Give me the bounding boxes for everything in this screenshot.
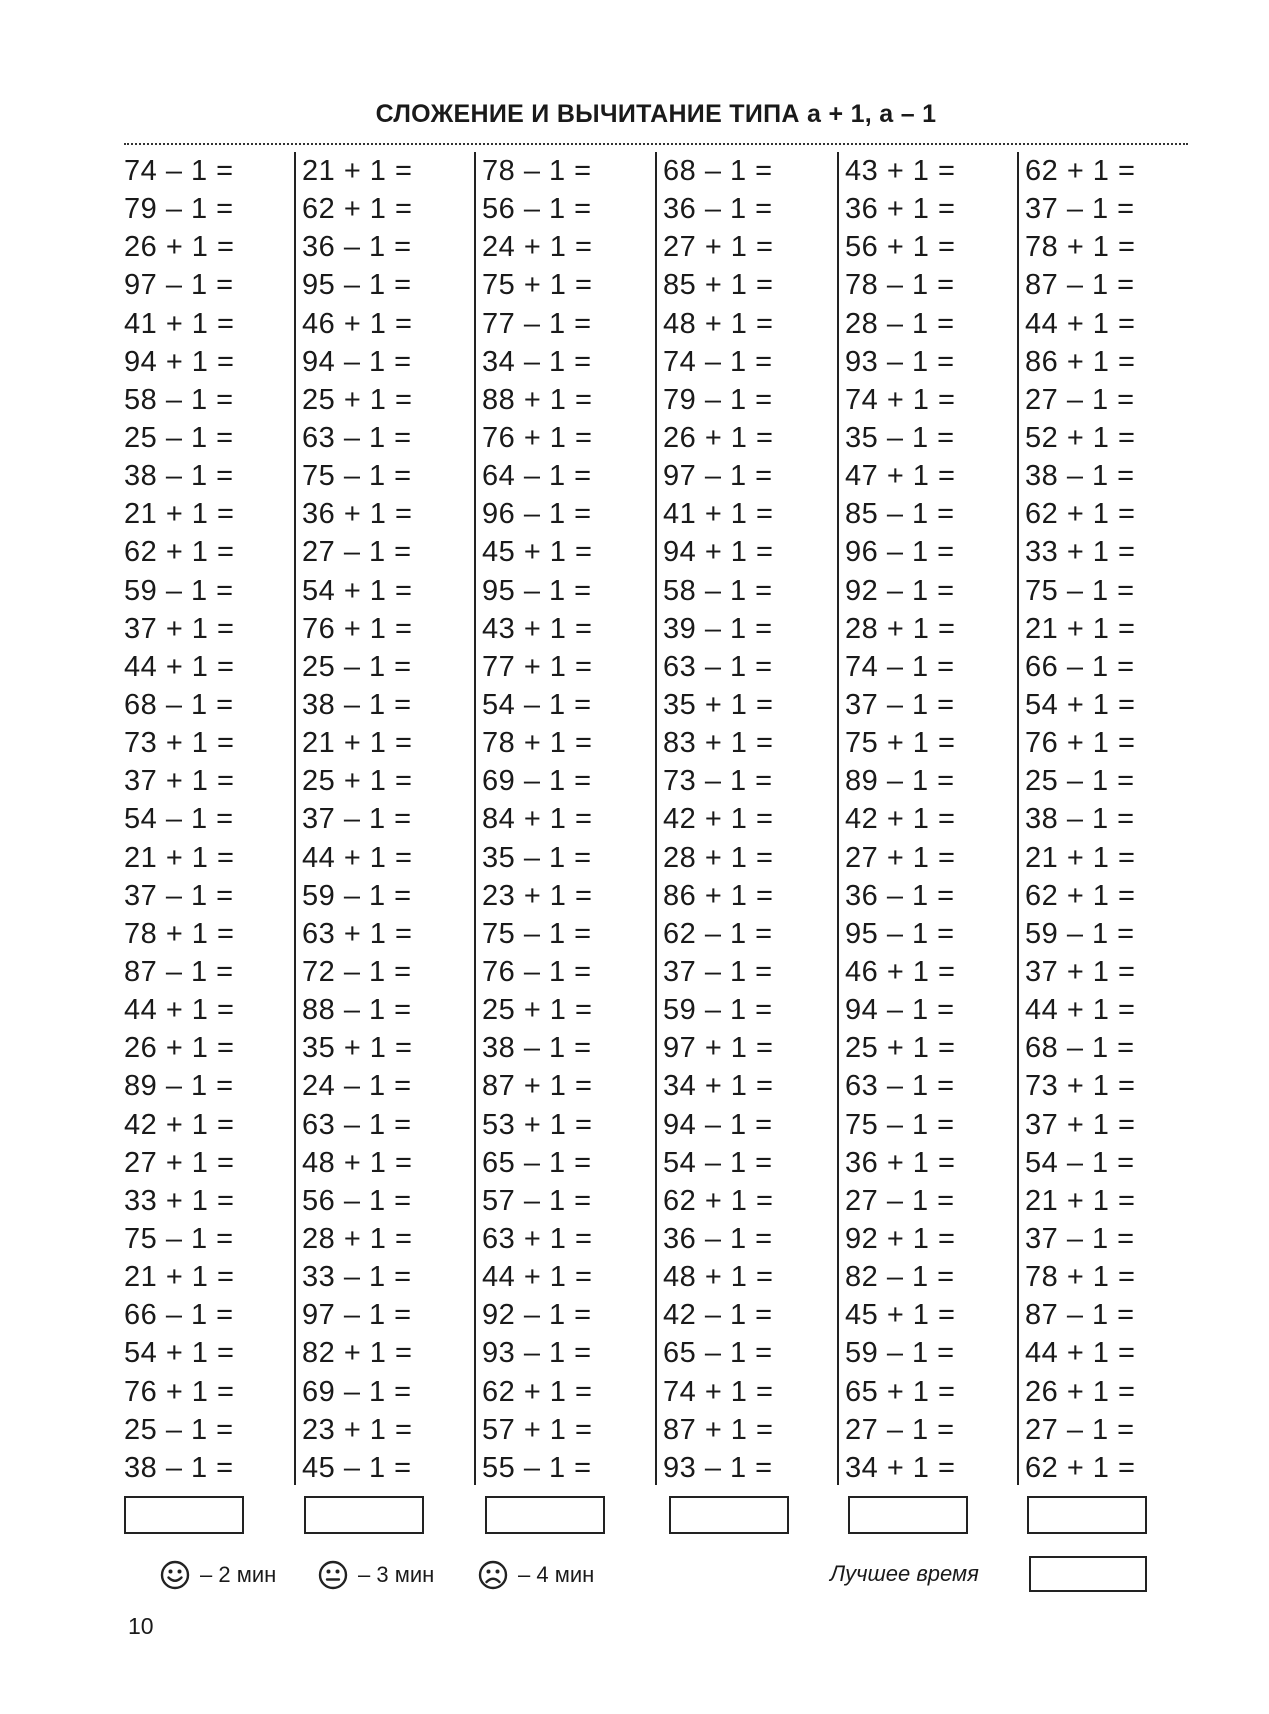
problem-item: 95 – 1 = bbox=[302, 269, 412, 302]
problem-item: 87 + 1 = bbox=[482, 1070, 593, 1103]
problem-item: 76 + 1 = bbox=[124, 1375, 235, 1408]
legend-text: – 3 мин bbox=[358, 1562, 435, 1587]
problem-item: 45 + 1 = bbox=[482, 536, 593, 569]
problem-item: 52 + 1 = bbox=[1025, 421, 1136, 454]
problem-item: 25 – 1 = bbox=[1025, 765, 1135, 798]
problem-item: 75 – 1 = bbox=[124, 1222, 234, 1255]
problem-item: 75 – 1 = bbox=[482, 917, 592, 950]
problem-item: 55 – 1 = bbox=[482, 1451, 592, 1484]
problem-item: 62 + 1 = bbox=[1025, 879, 1136, 912]
problem-item: 42 + 1 = bbox=[845, 803, 956, 836]
problem-item: 21 + 1 = bbox=[124, 1261, 235, 1294]
problem-item: 36 – 1 = bbox=[663, 193, 773, 226]
problem-item: 78 + 1 = bbox=[1025, 1261, 1136, 1294]
answer-box-3[interactable] bbox=[485, 1496, 605, 1534]
problem-item: 41 + 1 = bbox=[124, 307, 235, 340]
problem-item: 34 + 1 = bbox=[845, 1451, 956, 1484]
problem-item: 75 – 1 = bbox=[302, 460, 412, 493]
problem-item: 78 – 1 = bbox=[482, 155, 592, 187]
problem-item: 37 – 1 = bbox=[663, 955, 773, 988]
problem-item: 86 + 1 = bbox=[1025, 345, 1136, 378]
problem-item: 37 + 1 = bbox=[1025, 1108, 1136, 1141]
legend-text: – 2 мин bbox=[200, 1562, 277, 1587]
problem-item: 76 + 1 = bbox=[1025, 727, 1136, 760]
problem-item: 27 + 1 = bbox=[124, 1146, 235, 1179]
answer-box-2[interactable] bbox=[304, 1496, 424, 1534]
problem-item: 42 + 1 = bbox=[124, 1108, 235, 1141]
problem-item: 76 + 1 = bbox=[482, 421, 593, 454]
problem-item: 44 + 1 = bbox=[482, 1261, 593, 1294]
problem-item: 97 – 1 = bbox=[124, 269, 234, 302]
problem-column-3 bbox=[474, 152, 656, 1485]
problem-item: 35 – 1 = bbox=[482, 841, 592, 874]
problem-item: 62 + 1 = bbox=[302, 193, 413, 226]
problem-item: 62 + 1 = bbox=[1025, 498, 1136, 531]
problem-item: 36 – 1 = bbox=[663, 1222, 773, 1255]
problem-item: 87 – 1 = bbox=[124, 955, 234, 988]
problem-item: 42 – 1 = bbox=[663, 1299, 773, 1332]
problem-item: 36 + 1 = bbox=[845, 193, 956, 226]
problem-item: 28 + 1 = bbox=[663, 841, 774, 874]
problem-item: 96 – 1 = bbox=[845, 536, 955, 569]
problem-item: 96 – 1 = bbox=[482, 498, 592, 531]
problem-item: 77 + 1 = bbox=[482, 650, 593, 683]
problem-item: 47 + 1 = bbox=[845, 460, 956, 493]
problem-item: 56 + 1 = bbox=[845, 231, 956, 264]
problem-item: 54 – 1 = bbox=[482, 688, 592, 721]
problem-item: 25 + 1 = bbox=[482, 994, 593, 1027]
problem-item: 82 + 1 = bbox=[302, 1337, 413, 1370]
problem-item: 45 + 1 = bbox=[845, 1299, 956, 1332]
problem-item: 25 + 1 = bbox=[302, 765, 413, 798]
problem-item: 37 – 1 = bbox=[1025, 193, 1135, 226]
problem-item: 62 + 1 = bbox=[1025, 1451, 1136, 1484]
problem-item: 37 + 1 = bbox=[124, 765, 235, 798]
problem-item: 36 – 1 = bbox=[302, 231, 412, 264]
problem-item: 87 – 1 = bbox=[1025, 269, 1135, 302]
problem-item: 58 – 1 = bbox=[663, 574, 773, 607]
problem-item: 79 – 1 = bbox=[663, 383, 773, 416]
problem-item: 63 + 1 = bbox=[482, 1222, 593, 1255]
problem-column-4 bbox=[655, 152, 837, 1485]
problem-item: 33 – 1 = bbox=[302, 1261, 412, 1294]
problem-item: 62 + 1 = bbox=[124, 536, 235, 569]
problem-item: 73 – 1 = bbox=[663, 765, 773, 798]
answer-box-5[interactable] bbox=[848, 1496, 968, 1534]
problem-item: 26 + 1 = bbox=[124, 1032, 235, 1065]
problem-item: 84 + 1 = bbox=[482, 803, 593, 836]
problem-item: 62 + 1 = bbox=[663, 1184, 774, 1217]
problem-item: 92 – 1 = bbox=[845, 574, 955, 607]
problem-item: 65 + 1 = bbox=[845, 1375, 956, 1408]
problem-item: 21 + 1 = bbox=[1025, 612, 1136, 645]
page-number: 10 bbox=[128, 1613, 154, 1639]
problem-item: 92 – 1 = bbox=[482, 1299, 592, 1332]
problem-item: 94 + 1 = bbox=[663, 536, 774, 569]
problem-item: 33 + 1 = bbox=[1025, 536, 1136, 569]
page-title: СЛОЖЕНИЕ И ВЫЧИТАНИЕ ТИПА a + 1, a – 1 bbox=[375, 100, 937, 128]
problem-item: 28 + 1 = bbox=[845, 612, 956, 645]
problem-item: 43 + 1 = bbox=[482, 612, 593, 645]
problem-item: 57 + 1 = bbox=[482, 1413, 593, 1446]
problem-item: 54 + 1 = bbox=[1025, 688, 1136, 721]
problem-item: 57 – 1 = bbox=[482, 1184, 592, 1217]
problem-item: 35 + 1 = bbox=[302, 1032, 413, 1065]
problem-item: 75 – 1 = bbox=[1025, 574, 1135, 607]
problem-item: 69 – 1 = bbox=[302, 1375, 412, 1408]
answer-box-6[interactable] bbox=[1027, 1496, 1147, 1534]
problem-item: 75 + 1 = bbox=[482, 269, 593, 302]
problem-item: 68 – 1 = bbox=[1025, 1032, 1135, 1065]
problem-item: 78 + 1 = bbox=[1025, 231, 1136, 264]
answer-box-4[interactable] bbox=[669, 1496, 789, 1534]
problem-grid bbox=[124, 152, 1188, 1485]
problem-item: 94 – 1 = bbox=[845, 994, 955, 1027]
problem-item: 54 + 1 = bbox=[302, 574, 413, 607]
problem-item: 35 – 1 = bbox=[845, 421, 955, 454]
problem-item: 24 – 1 = bbox=[302, 1070, 412, 1103]
problem-item: 85 – 1 = bbox=[845, 498, 955, 531]
answer-box-1[interactable] bbox=[124, 1496, 244, 1534]
problem-item: 87 + 1 = bbox=[663, 1413, 774, 1446]
problem-item: 66 – 1 = bbox=[124, 1299, 234, 1332]
problem-item: 66 – 1 = bbox=[1025, 650, 1135, 683]
problem-item: 88 + 1 = bbox=[482, 383, 593, 416]
best-time-box[interactable] bbox=[1029, 1556, 1147, 1592]
problem-item: 25 – 1 = bbox=[124, 1413, 234, 1446]
problem-item: 62 + 1 = bbox=[1025, 155, 1136, 187]
problem-item: 54 + 1 = bbox=[124, 1337, 235, 1370]
problem-item: 78 – 1 = bbox=[845, 269, 955, 302]
problem-item: 72 – 1 = bbox=[302, 955, 412, 988]
problem-item: 21 + 1 = bbox=[124, 841, 235, 874]
problem-item: 76 + 1 = bbox=[302, 612, 413, 645]
best-time-label: Лучшее время bbox=[830, 1561, 979, 1586]
problem-item: 26 + 1 = bbox=[663, 421, 774, 454]
sad-face-icon bbox=[478, 1560, 508, 1590]
problem-item: 44 + 1 = bbox=[302, 841, 413, 874]
problem-item: 59 – 1 = bbox=[663, 994, 773, 1027]
problem-item: 76 – 1 = bbox=[482, 955, 592, 988]
problem-item: 73 + 1 = bbox=[1025, 1070, 1136, 1103]
problem-column-2 bbox=[294, 152, 476, 1485]
problem-item: 78 + 1 = bbox=[482, 727, 593, 760]
problem-item: 74 – 1 = bbox=[124, 155, 234, 187]
problem-item: 43 + 1 = bbox=[845, 155, 956, 187]
problem-item: 64 – 1 = bbox=[482, 460, 592, 493]
problem-item: 25 – 1 = bbox=[302, 650, 412, 683]
problem-item: 46 + 1 = bbox=[845, 955, 956, 988]
problem-item: 44 + 1 = bbox=[124, 994, 235, 1027]
problem-item: 27 – 1 = bbox=[845, 1413, 955, 1446]
problem-item: 38 – 1 = bbox=[302, 688, 412, 721]
problem-item: 34 – 1 = bbox=[482, 345, 592, 378]
problem-item: 42 + 1 = bbox=[663, 803, 774, 836]
problem-item: 26 + 1 = bbox=[124, 231, 235, 264]
problem-item: 23 + 1 = bbox=[302, 1413, 413, 1446]
legend-item-3-min bbox=[318, 1555, 434, 1595]
problem-item: 89 – 1 = bbox=[124, 1070, 234, 1103]
problem-item: 37 – 1 = bbox=[1025, 1222, 1135, 1255]
problem-item: 78 + 1 = bbox=[124, 917, 235, 950]
problem-item: 93 – 1 = bbox=[482, 1337, 592, 1370]
problem-item: 87 – 1 = bbox=[1025, 1299, 1135, 1332]
problem-column-5 bbox=[837, 152, 1019, 1485]
problem-item: 25 + 1 = bbox=[845, 1032, 956, 1065]
problem-item: 48 + 1 = bbox=[663, 1261, 774, 1294]
problem-item: 59 – 1 = bbox=[302, 879, 412, 912]
problem-item: 74 – 1 = bbox=[845, 650, 955, 683]
problem-item: 82 – 1 = bbox=[845, 1261, 955, 1294]
problem-column-1 bbox=[124, 152, 304, 1487]
problem-item: 34 + 1 = bbox=[663, 1070, 774, 1103]
problem-item: 59 – 1 = bbox=[1025, 917, 1135, 950]
problem-item: 63 – 1 = bbox=[302, 421, 412, 454]
problem-item: 97 – 1 = bbox=[302, 1299, 412, 1332]
problem-item: 69 – 1 = bbox=[482, 765, 592, 798]
problem-item: 27 + 1 = bbox=[663, 231, 774, 264]
problem-item: 94 – 1 = bbox=[663, 1108, 773, 1141]
problem-item: 38 – 1 = bbox=[482, 1032, 592, 1065]
problem-item: 68 – 1 = bbox=[124, 688, 234, 721]
problem-item: 26 + 1 = bbox=[1025, 1375, 1136, 1408]
problem-item: 37 + 1 = bbox=[124, 612, 235, 645]
problem-item: 93 – 1 = bbox=[845, 345, 955, 378]
problem-item: 38 – 1 = bbox=[1025, 460, 1135, 493]
problem-item: 35 + 1 = bbox=[663, 688, 774, 721]
problem-item: 97 + 1 = bbox=[663, 1032, 774, 1065]
problem-column-6 bbox=[1017, 152, 1199, 1485]
problem-item: 54 – 1 = bbox=[663, 1146, 773, 1179]
legend-item-2-min bbox=[160, 1555, 276, 1595]
problem-item: 62 + 1 = bbox=[482, 1375, 593, 1408]
problem-item: 56 – 1 = bbox=[302, 1184, 412, 1217]
problem-item: 38 – 1 = bbox=[124, 1451, 234, 1484]
happy-face-icon bbox=[160, 1560, 190, 1590]
problem-item: 89 – 1 = bbox=[845, 765, 955, 798]
problem-item: 59 – 1 = bbox=[845, 1337, 955, 1370]
problem-item: 59 – 1 = bbox=[124, 574, 234, 607]
problem-item: 63 – 1 = bbox=[663, 650, 773, 683]
problem-item: 93 – 1 = bbox=[663, 1451, 773, 1484]
problem-item: 94 – 1 = bbox=[302, 345, 412, 378]
problem-item: 27 + 1 = bbox=[845, 841, 956, 874]
problem-item: 27 – 1 = bbox=[1025, 383, 1135, 416]
problem-item: 24 + 1 = bbox=[482, 231, 593, 264]
problem-item: 86 + 1 = bbox=[663, 879, 774, 912]
problem-item: 48 + 1 = bbox=[663, 307, 774, 340]
problem-item: 33 + 1 = bbox=[124, 1184, 235, 1217]
problem-item: 37 + 1 = bbox=[1025, 955, 1136, 988]
problem-item: 48 + 1 = bbox=[302, 1146, 413, 1179]
problem-item: 21 + 1 = bbox=[1025, 1184, 1136, 1217]
neutral-face-icon bbox=[318, 1560, 348, 1590]
problem-item: 75 – 1 = bbox=[845, 1108, 955, 1141]
problem-item: 53 + 1 = bbox=[482, 1108, 593, 1141]
problem-item: 44 + 1 = bbox=[1025, 307, 1136, 340]
problem-item: 27 – 1 = bbox=[845, 1184, 955, 1217]
problem-item: 74 + 1 = bbox=[845, 383, 956, 416]
problem-item: 79 – 1 = bbox=[124, 193, 234, 226]
problem-item: 74 – 1 = bbox=[663, 345, 773, 378]
problem-item: 74 + 1 = bbox=[663, 1375, 774, 1408]
problem-item: 92 + 1 = bbox=[845, 1222, 956, 1255]
problem-item: 95 – 1 = bbox=[845, 917, 955, 950]
problem-item: 63 – 1 = bbox=[845, 1070, 955, 1103]
problem-item: 46 + 1 = bbox=[302, 307, 413, 340]
legend-text: – 4 мин bbox=[518, 1562, 595, 1587]
problem-item: 27 – 1 = bbox=[302, 536, 412, 569]
problem-item: 36 – 1 = bbox=[845, 879, 955, 912]
problem-item: 36 + 1 = bbox=[302, 498, 413, 531]
problem-item: 41 + 1 = bbox=[663, 498, 774, 531]
problem-item: 65 – 1 = bbox=[663, 1337, 773, 1370]
problem-item: 38 – 1 = bbox=[1025, 803, 1135, 836]
legend-item-4-min bbox=[478, 1555, 594, 1595]
problem-item: 27 – 1 = bbox=[1025, 1413, 1135, 1446]
problem-item: 45 – 1 = bbox=[302, 1451, 412, 1484]
problem-item: 73 + 1 = bbox=[124, 727, 235, 760]
problem-item: 38 – 1 = bbox=[124, 460, 234, 493]
problem-item: 56 – 1 = bbox=[482, 193, 592, 226]
problem-item: 68 – 1 = bbox=[663, 155, 773, 187]
dotted-divider bbox=[124, 143, 1188, 145]
problem-item: 58 – 1 = bbox=[124, 383, 234, 416]
problem-item: 25 – 1 = bbox=[124, 421, 234, 454]
problem-item: 54 – 1 = bbox=[1025, 1146, 1135, 1179]
problem-item: 77 – 1 = bbox=[482, 307, 592, 340]
problem-item: 44 + 1 = bbox=[124, 650, 235, 683]
problem-item: 63 – 1 = bbox=[302, 1108, 412, 1141]
problem-item: 25 + 1 = bbox=[302, 383, 413, 416]
problem-item: 65 – 1 = bbox=[482, 1146, 592, 1179]
problem-item: 37 – 1 = bbox=[302, 803, 412, 836]
problem-item: 62 – 1 = bbox=[663, 917, 773, 950]
problem-item: 95 – 1 = bbox=[482, 574, 592, 607]
problem-item: 44 + 1 = bbox=[1025, 1337, 1136, 1370]
problem-item: 75 + 1 = bbox=[845, 727, 956, 760]
problem-item: 85 + 1 = bbox=[663, 269, 774, 302]
problem-item: 97 – 1 = bbox=[663, 460, 773, 493]
problem-item: 54 – 1 = bbox=[124, 803, 234, 836]
problem-item: 83 + 1 = bbox=[663, 727, 774, 760]
problem-item: 21 + 1 = bbox=[302, 727, 413, 760]
problem-item: 21 + 1 = bbox=[1025, 841, 1136, 874]
problem-item: 63 + 1 = bbox=[302, 917, 413, 950]
problem-item: 37 – 1 = bbox=[845, 688, 955, 721]
problem-item: 37 – 1 = bbox=[124, 879, 234, 912]
problem-item: 36 + 1 = bbox=[845, 1146, 956, 1179]
problem-item: 39 – 1 = bbox=[663, 612, 773, 645]
problem-item: 44 + 1 = bbox=[1025, 994, 1136, 1027]
problem-item: 28 – 1 = bbox=[845, 307, 955, 340]
problem-item: 88 – 1 = bbox=[302, 994, 412, 1027]
problem-item: 94 + 1 = bbox=[124, 345, 235, 378]
problem-item: 23 + 1 = bbox=[482, 879, 593, 912]
problem-item: 28 + 1 = bbox=[302, 1222, 413, 1255]
problem-item: 21 + 1 = bbox=[302, 155, 413, 187]
problem-item: 21 + 1 = bbox=[124, 498, 235, 531]
